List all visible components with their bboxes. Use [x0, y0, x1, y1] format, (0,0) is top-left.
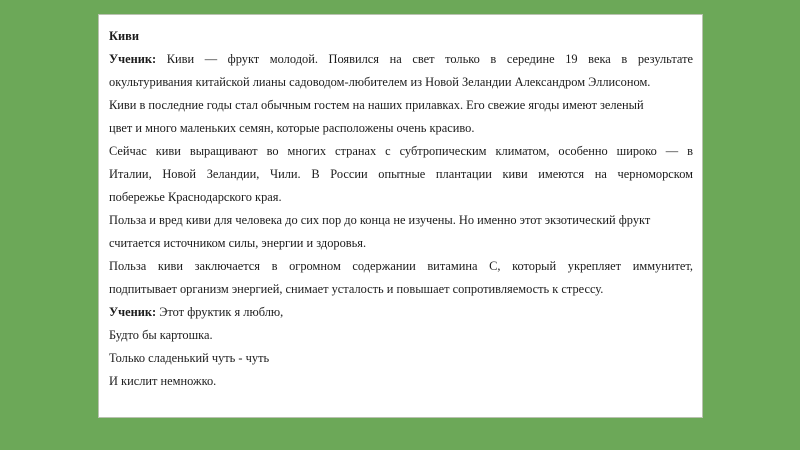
paragraph-3-line-3: побережье Краснодарского края.	[109, 190, 282, 204]
document-title: Киви	[109, 29, 139, 43]
paragraph-3-line-2: Италии, Новой Зеландии, Чили. В России опытные плантации киви имеются на черноморском	[109, 167, 693, 181]
paragraph-5-line-1: Польза киви заключается в огромном содержании витамина С, который укрепляет иммунитет,	[109, 259, 693, 273]
paragraph-2-line-1: Киви в последние годы стал обычным гостем на наших прилавках. Его свежие ягоды имеют зеленый	[109, 98, 644, 112]
paragraph-1-text: Киви — фрукт молодой. Появился на свет только в середине 19 века в результате	[156, 52, 693, 66]
paragraph-4-line-1: Польза и вред киви для человека до сих пор до конца не изучены. Но именно этот экзотический фрукт	[109, 213, 651, 227]
poem-line-4: И кислит немножко.	[109, 374, 217, 388]
speaker-label: Ученик:	[109, 52, 157, 66]
paragraph-2-line-2: цвет и много маленьких семян, которые расположены очень красиво.	[109, 121, 475, 135]
poem-line-1	[109, 301, 693, 324]
poem-line-3: Только сладенький чуть - чуть	[109, 351, 270, 365]
paragraph-1-line-2: окультуривания китайской лианы садоводом-любителем из Новой Зеландии Александром Эллисоном.	[109, 75, 651, 89]
text-card	[98, 14, 703, 418]
paragraph-4-line-2: считается источником силы, энергии и здоровья.	[109, 236, 367, 250]
paragraph-5-line-2: подпитывает организм энергией, снимает усталость и повышает сопротивляемость к стрессу.	[109, 282, 604, 296]
poem-line-1-text: Этот фруктик я люблю,	[156, 305, 284, 319]
poem-line-2: Будто бы картошка.	[109, 328, 213, 342]
paragraph-3-line-1: Сейчас киви выращивают во многих странах с субтропическим климатом, особенно широко — в	[109, 144, 693, 158]
poem-speaker-label: Ученик:	[109, 305, 157, 319]
paragraph-1-line-1	[109, 48, 693, 71]
